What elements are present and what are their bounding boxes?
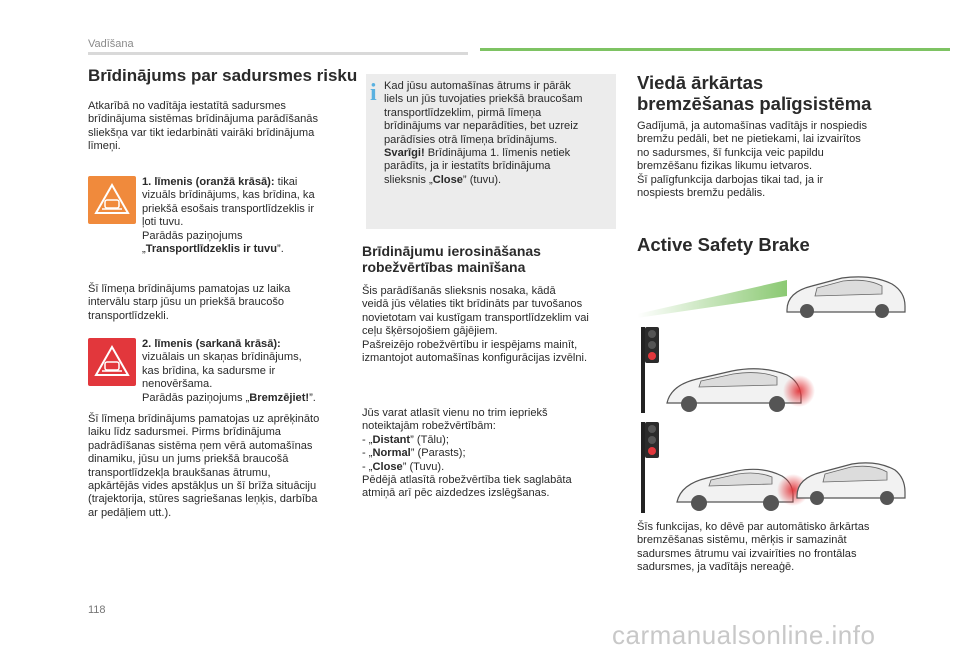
header-divider <box>88 52 468 55</box>
level2-description: 2. līmenis (sarkanā krāsā): vizuālais un skaņas brīdinājums, kas brīdina, ka sadursme ir nenovēršama. Parādās paziņojums „Bremzējiet!”. <box>142 338 316 404</box>
smart-brake-text: Gadījumā, ja automašīnas vadītājs ir nospiedis bremžu pedāli, bet ne pietiekami, lai izvairītos no sadursmes, šī funkcija veic papildu bremzēšanu fizikas likumu ietvaros. Šī palīgfunkcija darbojas tikai tad, ja ir nospiests bremžu pedālis. <box>637 120 868 200</box>
header-accent-bar <box>480 48 950 51</box>
collision-warning-title: Brīdinājums par sadursmes risku <box>88 66 358 85</box>
level1-description: 1. līmenis (oranžā krāsā): tikai vizuāls brīdinājums, kas brīdina, ka priekšā esošais transportlīdzeklis ir ļoti tuvu. Parādās paziņojums „Transportlīdzeklis ir tuvu”. <box>142 176 315 256</box>
illustration-warning-red <box>637 325 907 415</box>
threshold-options: Jūs varat atlasīt vienu no trim iepriekš noteiktajām robežvērtībām: - „Distant” (Tālu); - „Normal” (Parasts); - „Close” (Tuvu). Pēdējā atlasītā robežvērtība tiek saglabāta atmiņā arī pēc aizdedzes izslēgšanas. <box>362 407 622 501</box>
info-text: Kad jūsu automašīnas ātrums ir pārāk liels un jūs tuvojaties priekšā braucošam transportlīdzeklim, pirmā līmeņa brīdinājums var neparādīties, bet uzreiz parādīsies otrā līmeņa brīdinājums. Svarīgi! Brīdinājuma 1. līmenis netiek parādīts, ja ir iestatīts brīdinājuma slieksnis „Close” (tuvu). <box>384 80 583 186</box>
option-normal: - „Normal” (Parasts); <box>362 447 466 460</box>
page-number: 118 <box>88 604 106 616</box>
level1-warning-icon <box>88 176 136 224</box>
watermark: carmanualsonline.info <box>612 620 876 650</box>
info-icon: i <box>370 80 377 106</box>
option-close: - „Close” (Tuvu). <box>362 460 445 473</box>
illustration-car-approach <box>637 270 907 320</box>
level2-note: Šī līmeņa brīdinājums pamatojas uz aprēķināto laiku līdz sadursmei. Pirms brīdinājuma padrādīšanas sistēma ņem vērā automašīnas dinamiku, jūsu un jums priekšā braucošā transportlīdzekļa braukšanas ātrumu, apkārtējās vides apstākļus un šī brīža situāciju (trajektorija, stūres sagriešanas leņķis, darbība ar pedāļiem utt.). <box>88 413 320 519</box>
level2-warning-icon <box>88 338 136 386</box>
section-title: Vadīšana <box>88 38 134 50</box>
smart-brake-title: Viedā ārkārtas bremzēšanas palīgsistēma <box>637 72 872 114</box>
threshold-title: Brīdinājumu ierosināšanas robežvērtības mainīšana <box>362 243 541 275</box>
threshold-text: Šis parādīšanās slieksnis nosaka, kādā veidā jūs vēlaties tikt brīdināts par tuvošanos novietotam vai kustīgam transportlīdzeklim vai ceļu šķērsojošiem gājējiem. Pašreizējo robežvērtību ir iespējams mainīt, izmantojot automašīnas konfigurācijas izvēlni. <box>362 285 589 365</box>
level1-note: Šī līmeņa brīdinājums pamatojas uz laika intervālu starp jūsu un priekšā braucošo transportlīdzekli. <box>88 283 291 322</box>
intro-paragraph: Atkarībā no vadītāja iestatītā sadursmes brīdinājuma sistēmas brīdinājuma parādīšanās sliekšņa var tikt iedarbināti vairāki brīdinājuma līmeņi. <box>88 100 319 153</box>
illustration-collision-braking <box>637 420 907 515</box>
option-distant: - „Distant” (Tālu); <box>362 433 449 446</box>
aeb-description: Šīs funkcijas, ko dēvē par automātisko ārkārtas bremzēšanas sistēmu, mērķis ir samazināt sadursmes ātrumu vai izvairīties no frontālas sadursmes, ja vadītājs nereaģē. <box>637 521 870 574</box>
active-safety-brake-title: Active Safety Brake <box>637 234 810 255</box>
